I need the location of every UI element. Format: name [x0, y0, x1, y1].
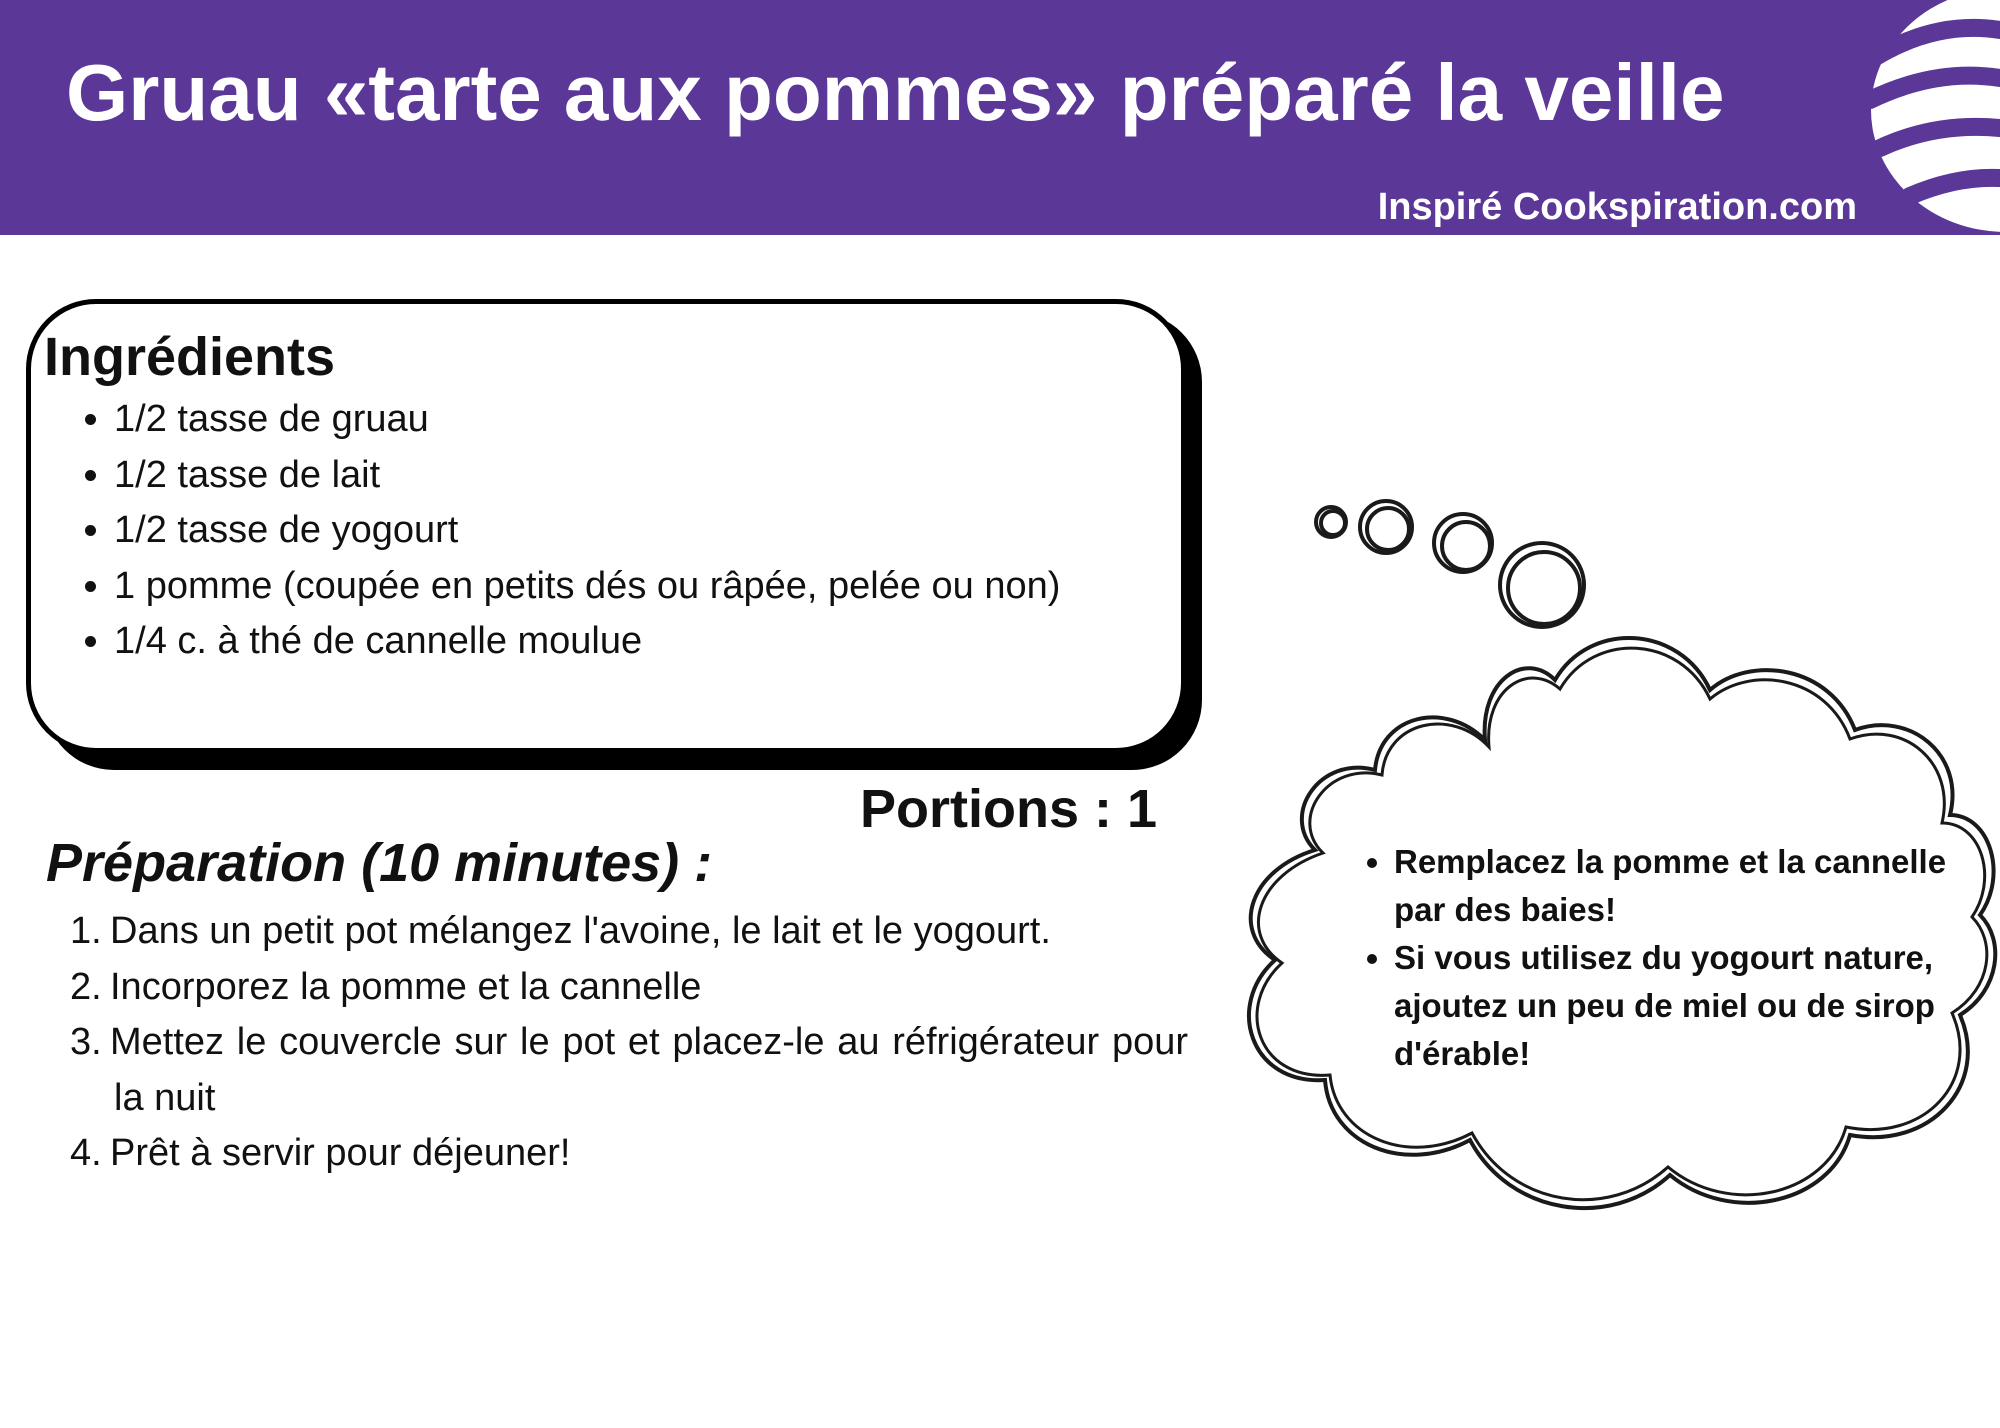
- step-text: Dans un petit pot mélangez l'avoine, le lait et le yogourt.: [110, 910, 1051, 952]
- source-credit: Inspiré Cookspiration.com: [1377, 186, 1857, 228]
- preparation-steps: [70, 904, 1188, 1182]
- step-text: Mettez le couvercle sur le pot et placez-le au réfrigérateur pour la nuit: [110, 1021, 1188, 1119]
- tip-item: • Si vous utilisez du yogourt nature, ajoutez un peu de miel ou de sirop d'érable!: [1394, 934, 1964, 1078]
- step-item: [70, 1015, 1188, 1126]
- ingredient-item: • 1/2 tasse de yogourt: [114, 503, 1214, 559]
- step-number: 2.: [70, 965, 102, 1008]
- ingredient-item: • 1 pomme (coupée en petits dés ou râpée, pelée ou non): [114, 559, 1214, 615]
- step-item: [70, 1126, 1188, 1182]
- step-text: Incorporez la pomme et la cannelle: [110, 965, 702, 1008]
- logo-icon: [1866, 0, 2000, 235]
- ingredient-item: • 1/4 c. à thé de cannelle moulue: [114, 614, 1214, 670]
- step-number: 4.: [70, 1132, 102, 1174]
- step-item: [70, 960, 1188, 1016]
- ingredient-item: • 1/2 tasse de gruau: [114, 392, 1214, 448]
- step-item: [70, 904, 1188, 960]
- tips-list: [1348, 838, 1964, 1078]
- header-banner: [0, 0, 2000, 235]
- ingredients-heading: Ingrédients: [44, 327, 336, 387]
- step-number: 1.: [70, 910, 102, 952]
- step-number: 3.: [70, 1021, 102, 1063]
- ingredients-list: [66, 392, 1214, 670]
- recipe-title: Gruau «tarte aux pommes» préparé la veille: [66, 48, 1725, 137]
- preparation-heading: Préparation (10 minutes) :: [46, 833, 713, 893]
- ingredient-item: • 1/2 tasse de lait: [114, 448, 1214, 504]
- step-text: Prêt à servir pour déjeuner!: [110, 1132, 571, 1174]
- portions-label: Portions : 1: [860, 779, 1158, 839]
- tip-item: • Remplacez la pomme et la cannelle par des baies!: [1394, 838, 1964, 934]
